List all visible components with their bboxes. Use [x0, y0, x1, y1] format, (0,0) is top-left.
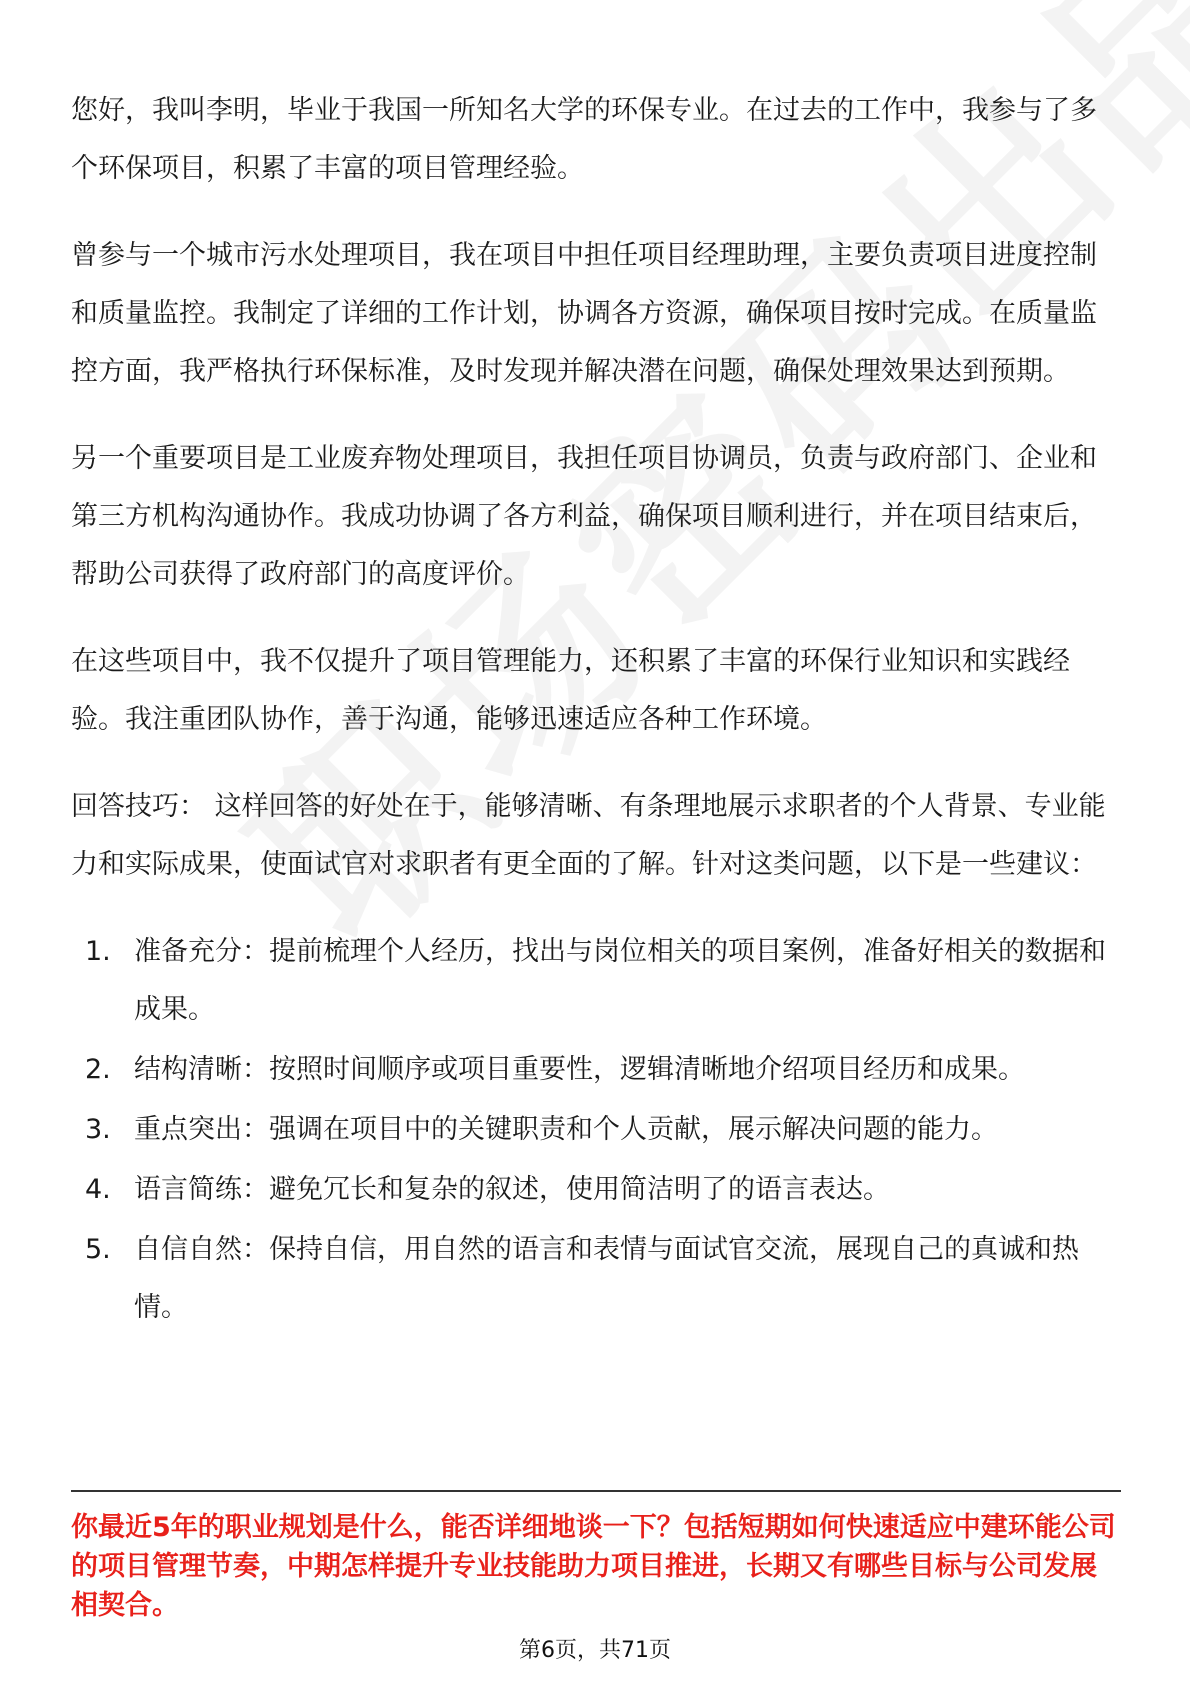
list-item — [85, 1041, 1121, 1099]
tips-list — [71, 923, 1121, 1337]
next-question-heading: 你最近5年的职业规划是什么，能否详细地谈一下？包括短期如何快速适应中建环能公司的项目管理节奏，中期怎样提升专业技能助力项目推进，长期又有哪些目标与公司发展相契合。 — [71, 1512, 1116, 1621]
list-item-number: 3. — [85, 1114, 111, 1145]
list-item — [85, 1221, 1121, 1337]
list-item — [85, 923, 1121, 1039]
list-item-text: 重点突出：强调在项目中的关键职责和个人贡献，展示解决问题的能力。 — [134, 1114, 998, 1145]
list-item-text: 准备充分：提前梳理个人经历，找出与岗位相关的项目案例，准备好相关的数据和成果。 — [134, 936, 1106, 1025]
list-item-text: 自信自然：保持自信，用自然的语言和表情与面试官交流，展现自己的真诚和热情。 — [134, 1234, 1079, 1323]
list-item-number: 4. — [85, 1174, 111, 1205]
page-number: 第6页，共71页 — [519, 1638, 671, 1663]
paragraph-waste-project: 另一个重要项目是工业废弃物处理项目，我担任项目协调员，负责与政府部门、企业和第三方机构沟通协作。我成功协调了各方利益，确保项目顺利进行，并在项目结束后，帮助公司获得了政府部门的高度评价。 — [71, 443, 1097, 590]
list-item-number: 5. — [85, 1234, 111, 1265]
list-item-number: 1. — [85, 936, 111, 967]
list-item — [85, 1161, 1121, 1219]
list-item — [85, 1101, 1121, 1159]
section-divider — [71, 1490, 1121, 1492]
list-item-text: 结构清晰：按照时间顺序或项目重要性，逻辑清晰地介绍项目经历和成果。 — [134, 1054, 1025, 1085]
paragraph-sewage-project: 曾参与一个城市污水处理项目，我在项目中担任项目经理助理，主要负责项目进度控制和质量监控。我制定了详细的工作计划，协调各方资源，确保项目按时完成。在质量监控方面，我严格执行环保标准，及时发现并解决潜在问题，确保处理效果达到预期。 — [71, 240, 1097, 387]
list-item-text: 语言简练：避免冗长和复杂的叙述，使用简洁明了的语言表达。 — [134, 1174, 890, 1205]
answer-content — [71, 82, 1121, 1339]
paragraph-summary: 在这些项目中，我不仅提升了项目管理能力，还积累了丰富的环保行业知识和实践经验。我注重团队协作，善于沟通，能够迅速适应各种工作环境。 — [71, 646, 1070, 735]
paragraph-intro: 您好，我叫李明，毕业于我国一所知名大学的环保专业。在过去的工作中，我参与了多个环保项目，积累了丰富的项目管理经验。 — [71, 95, 1097, 184]
list-item-number: 2. — [85, 1054, 111, 1085]
paragraph-answer-tips: 回答技巧： 这样回答的好处在于，能够清晰、有条理地展示求职者的个人背景、专业能力和实际成果，使面试官对求职者有更全面的了解。针对这类问题，以下是一些建议： — [71, 791, 1106, 880]
